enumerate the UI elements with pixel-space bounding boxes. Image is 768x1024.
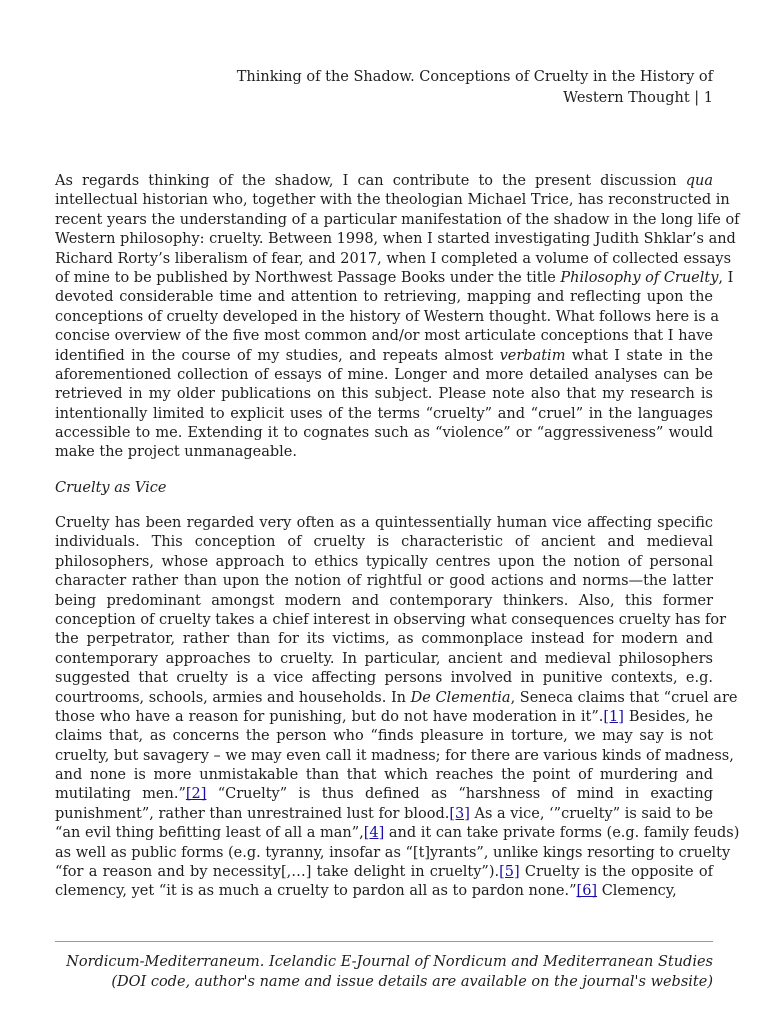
text-run: intentionally limited to explicit uses of the terms “cruelty” and “cruel” in the languages xyxy=(55,405,713,422)
text-run: conception of cruelty takes a chief interest in observing what consequences cruelty has for xyxy=(55,611,727,628)
text-run: conceptions of cruelty developed in the history of Western thought. What follows here is a xyxy=(55,308,719,325)
text-run: As regards thinking of the shadow, I can contribute to the present discussion xyxy=(55,173,686,189)
text-line xyxy=(55,611,727,630)
text-run: devoted considerable time and attention to retrieving, mapping and reflecting upon the xyxy=(55,289,713,306)
text-run: and it can take private forms (e.g. family feuds) xyxy=(384,825,740,842)
text-run: as well as public forms (e.g. tyranny, insofar as “[t]yrants”, unlike kings resorting to cruelty xyxy=(55,844,731,861)
footnote-link[interactable]: [5] xyxy=(499,864,520,881)
text-line xyxy=(55,882,713,901)
text-line xyxy=(55,650,713,669)
footnote-link[interactable]: [3] xyxy=(449,805,470,822)
text-line xyxy=(55,405,713,424)
text-line xyxy=(55,211,740,230)
text-run: what I state in the xyxy=(565,347,713,364)
text-run: recent years the understanding of a particular manifestation of the shadow in the long life of xyxy=(55,211,740,228)
text-run: , I xyxy=(718,269,734,286)
text-run: Clemency, xyxy=(597,883,677,900)
text-run: individuals. This conception of cruelty is characteristic of ancient and medieval xyxy=(55,534,713,551)
journal-footer xyxy=(55,953,713,992)
text-line xyxy=(55,785,713,804)
text-line xyxy=(55,592,713,611)
text-run: those who have a reason for punishing, but do not have moderation in it”. xyxy=(55,708,604,725)
text-run: “an evil thing befitting least of all a man”, xyxy=(55,825,364,842)
text-run: “for a reason and by necessity[,…] take delight in cruelty”). xyxy=(55,864,500,881)
text-run: “Cruelty” is thus defined as “harshness of mind in exacting xyxy=(206,786,713,803)
text-run: contemporary approaches to cruelty. In particular, ancient and medieval philosophers xyxy=(55,650,713,667)
italic-term: De Clementia xyxy=(410,689,511,706)
text-line xyxy=(55,327,713,346)
text-run: concise overview of the five most common and/or most articulate conceptions that I have xyxy=(55,328,713,345)
text-line xyxy=(55,443,713,462)
text-run: suggested that cruelty is a vice affecting persons involved in punitive contexts, e.g. xyxy=(55,670,713,687)
text-run: character rather than upon the notion of rightful or good actions and norms—the latter xyxy=(55,573,713,590)
text-line xyxy=(55,747,734,766)
italic-term: qua xyxy=(685,173,713,189)
text-line xyxy=(55,766,713,785)
text-line xyxy=(55,669,713,688)
italic-term: Philosophy of Cruelty xyxy=(560,269,719,286)
text-run: accessible to me. Extending it to cognates such as “violence” or “aggressiveness” would xyxy=(55,425,713,442)
text-line xyxy=(55,269,734,288)
text-line xyxy=(55,230,736,249)
footnote-link[interactable]: [1] xyxy=(603,708,624,725)
text-run: being predominant amongst modern and contemporary thinkers. Also, this former xyxy=(55,592,713,609)
footnote-link[interactable]: [6] xyxy=(576,883,598,900)
text-run: aforementioned collection of essays of mine. Longer and more detailed analyses can be xyxy=(55,366,713,383)
text-run: Cruelty is the opposite of xyxy=(519,864,713,881)
header-title-line-1: Thinking of the Shadow. Conceptions of Cruelty in the History of xyxy=(236,69,713,85)
text-run: retrieved in my older publications on this subject. Please note also that my research is xyxy=(55,386,713,403)
text-run: of mine to be published by Northwest Passage Books under the title xyxy=(55,269,561,286)
text-line xyxy=(55,689,738,708)
text-line xyxy=(55,191,730,210)
text-run: punishment”, rather than unrestrained lust for blood. xyxy=(55,805,450,822)
text-line xyxy=(55,514,713,533)
text-run: Cruelty has been regarded very often as a quintessentially human vice affecting specific xyxy=(55,515,713,531)
text-run: and none is more unmistakable than that which reaches the point of murdering and xyxy=(55,767,713,784)
text-line xyxy=(55,727,713,746)
text-line xyxy=(55,172,713,191)
text-run: make the project unmanageable. xyxy=(55,444,297,461)
text-line xyxy=(55,630,713,649)
text-run: cruelty, but savagery – we may even call it madness; for there are various kinds of madness, xyxy=(55,747,734,764)
footnote-link[interactable]: [2] xyxy=(185,786,207,803)
text-line xyxy=(55,572,713,591)
text-run: As a vice, ‘”cruelty” is said to be xyxy=(469,805,714,822)
footnote-link[interactable]: [4] xyxy=(363,825,385,842)
text-run: Richard Rorty’s liberalism of fear, and 2017, when I completed a volume of collected essays xyxy=(55,250,732,267)
text-run: courtrooms, schools, armies and households. In xyxy=(55,689,411,706)
footer-journal-name: Nordicum-Mediterraneum. Icelandic E-Journal of Nordicum and Mediterranean Studies xyxy=(66,954,713,970)
footer-doi-note: (DOI code, author's name and issue details are available on the journal's website) xyxy=(111,973,713,990)
text-line xyxy=(55,308,719,327)
text-line xyxy=(55,385,713,404)
text-run: the perpetrator, rather than for its victims, as commonplace instead for modern and xyxy=(55,631,713,648)
text-line xyxy=(55,844,731,863)
text-line xyxy=(55,863,713,882)
text-line xyxy=(55,347,713,366)
text-line xyxy=(55,250,732,269)
text-run: , Seneca claims that “cruel are xyxy=(510,689,738,706)
text-line xyxy=(55,708,713,727)
text-run: intellectual historian who, together with the theologian Michael Trice, has reconstructed in xyxy=(55,192,730,209)
text-run: identified in the course of my studies, and repeats almost xyxy=(55,347,500,364)
text-run: Besides, he xyxy=(623,708,713,725)
text-line xyxy=(55,366,713,385)
section-heading: Cruelty as Vice xyxy=(55,480,167,496)
text-run: clemency, yet “it is as much a cruelty to pardon all as to pardon none.” xyxy=(55,883,577,900)
cruelty-as-vice-paragraph xyxy=(55,514,740,902)
text-run: Western philosophy: cruelty. Between 1998, when I started investigating Judith Shklar’s and xyxy=(55,231,736,248)
text-line xyxy=(55,288,713,307)
text-line xyxy=(55,824,740,843)
text-line xyxy=(55,805,713,824)
text-run: philosophers, whose approach to ethics typically centres upon the notion of personal xyxy=(55,553,713,570)
text-run: mutilating men.” xyxy=(55,786,186,803)
text-line xyxy=(55,533,713,552)
text-run: claims that, as concerns the person who “finds pleasure in torture, we may say is not xyxy=(55,728,713,745)
italic-term: verbatim xyxy=(499,347,566,364)
footer-divider xyxy=(55,941,713,942)
intro-paragraph xyxy=(55,172,740,463)
header-title-line-2: Western Thought | 1 xyxy=(563,90,713,106)
running-header xyxy=(193,67,713,109)
text-line xyxy=(55,553,713,572)
text-line xyxy=(55,424,713,443)
